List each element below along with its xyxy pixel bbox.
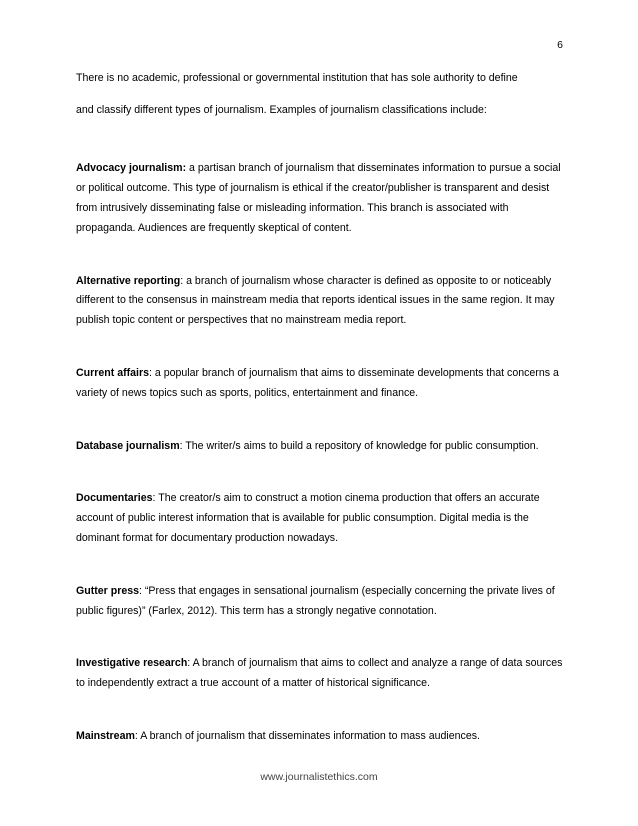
entry-documentaries	[76, 489, 570, 548]
entry-term: Current affairs	[76, 366, 149, 379]
entry-term: Database journalism	[76, 439, 180, 452]
entry-text: : A branch of journalism that disseminates information to mass audiences.	[134, 729, 480, 742]
entry-advocacy-journalism	[76, 159, 570, 238]
entry-alternative-reporting	[76, 272, 570, 331]
entry-text: : “Press that engages in sensational journalism (especially concerning the private lives of public figures)” (Farlex, 2012). This term has a strongly negative connotation.	[76, 584, 555, 617]
entry-investigative-research	[76, 654, 570, 694]
entry-mainstream	[76, 727, 570, 747]
entry-text: : The writer/s aims to build a repository of knowledge for public consumption.	[179, 439, 539, 452]
document-body	[76, 68, 570, 747]
intro-paragraph	[76, 68, 570, 121]
page-number: 6	[557, 39, 563, 51]
intro-line-2: and classify different types of journalism. Examples of journalism classifications include:	[76, 104, 487, 117]
entry-text: : A branch of journalism that aims to collect and analyze a range of data sources to independently extract a true account of a matter of historical significance.	[76, 657, 563, 690]
intro-line-1: There is no academic, professional or governmental institution that has sole authority to define	[76, 72, 518, 84]
entry-database-journalism	[76, 437, 570, 457]
entry-term: Mainstream	[76, 729, 135, 742]
entry-gutter-press	[76, 582, 570, 622]
entry-term: Alternative reporting	[76, 274, 181, 287]
entry-term: Gutter press	[76, 584, 139, 597]
entry-text: : a popular branch of journalism that aims to disseminate developments that concerns a variety of news topics such as sports, politics, entertainment and finance.	[76, 366, 559, 399]
entry-term: Investigative research	[76, 657, 188, 670]
entry-current-affairs	[76, 364, 570, 404]
entry-term: Advocacy journalism:	[76, 162, 187, 175]
entry-text: a partisan branch of journalism that disseminates information to pursue a social or political outcome. This type of journalism is ethical if the creator/publisher is transparent and desist from intrusively disseminating false or misleading information. This branch is associated with propaganda. Audiences are frequently skeptical of content.	[76, 162, 561, 234]
entry-text: : The creator/s aim to construct a motion cinema production that offers an accurate account of public interest information that is available for public consumption. Digital media is the dominant format for documentary production nowadays.	[76, 492, 540, 544]
footer-url: www.journalistethics.com	[260, 771, 378, 783]
entry-text: : a branch of journalism whose character is defined as opposite to or noticeably different to the consensus in mainstream media that reports identical issues in the same region. It may publish topic content or perspectives that no mainstream media report.	[76, 274, 555, 327]
entry-term: Documentaries	[76, 492, 153, 505]
